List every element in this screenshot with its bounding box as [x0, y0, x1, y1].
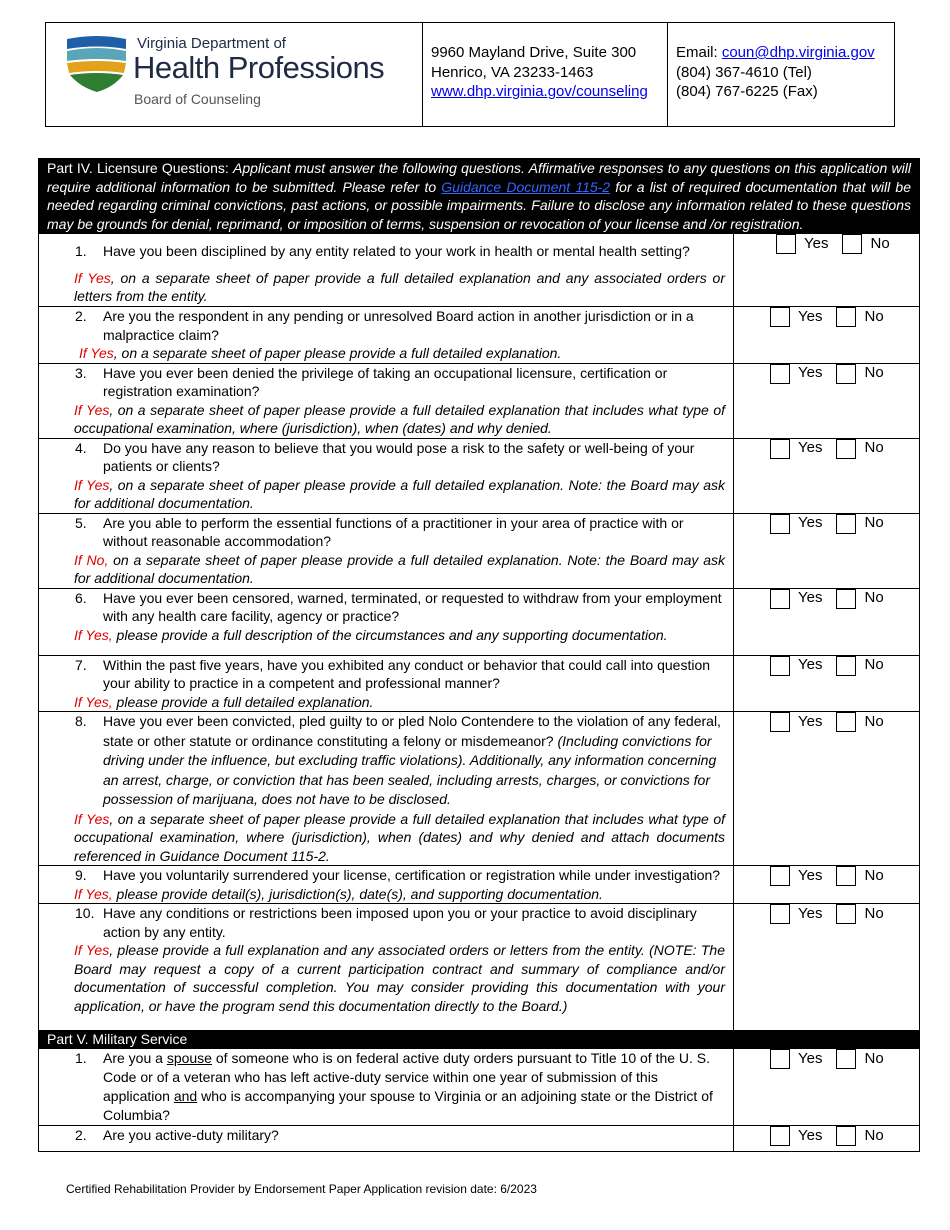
no-label: No [864, 656, 884, 674]
military-question-row-1 [39, 1049, 920, 1126]
logo-line-2: Health Professions [133, 50, 385, 85]
address-block [423, 23, 668, 126]
dhp-logo [46, 23, 423, 126]
question-number: 9. [75, 867, 87, 883]
no-checkbox[interactable] [836, 589, 856, 609]
question-row-2 [39, 307, 920, 364]
question-text-italic: (Including convictions for driving under the influence, but excluding traffic violations). Additionally, any information concerning an arrest, charge, or conviction that has been sealed, including arrests, charges, or convictions for possession of marijuana, does not have to be disclosed. [103, 732, 717, 807]
no-label: No [864, 589, 884, 607]
yes-label: Yes [798, 1126, 823, 1144]
condition-label: If Yes, [74, 626, 113, 643]
question-row-9 [39, 866, 920, 904]
instruction-text: , on a separate sheet of paper please provide a full detailed explanation. [113, 345, 562, 361]
yes-label: Yes [804, 234, 829, 252]
logo-line-3: Board of Counseling [134, 91, 261, 107]
question-text: Are you able to perform the essential functions of a practitioner in your area of practice with or without reasonable accommodation? [103, 514, 684, 549]
address-city: Henrico, VA 23233-1463 [431, 63, 594, 81]
condition-label: If Yes [79, 345, 114, 361]
no-checkbox[interactable] [842, 234, 862, 254]
logo-line-1: Virginia Department of [137, 35, 286, 52]
yes-label: Yes [798, 589, 823, 607]
no-checkbox[interactable] [836, 904, 856, 924]
yes-checkbox[interactable] [770, 307, 790, 327]
question-text: Have you voluntarily surrendered your license, certification or registration while under investigation? [103, 867, 721, 883]
question-number: 10. [75, 905, 95, 921]
question-row-4 [39, 438, 920, 513]
question-number: 1. [75, 1050, 87, 1066]
condition-label: If No, [74, 551, 109, 568]
no-checkbox[interactable] [836, 307, 856, 327]
no-label: No [864, 439, 884, 457]
condition-label: If Yes [74, 476, 110, 493]
yes-label: Yes [798, 514, 823, 532]
phone-tel: (804) 367-4610 (Tel) [676, 63, 812, 81]
yes-checkbox[interactable] [770, 364, 790, 384]
virginia-shield-logo-icon [64, 35, 130, 93]
question-number: 3. [75, 364, 87, 381]
question-number: 2. [75, 308, 87, 324]
question-text: Have you ever been denied the privilege of taking an occupational licensure, certification or registration examination? [103, 364, 668, 399]
no-label: No [864, 307, 884, 325]
question-row-8 [39, 712, 920, 866]
question-number: 5. [75, 514, 87, 531]
part5-header: Part V. Military Service [39, 1031, 920, 1049]
yes-checkbox[interactable] [776, 234, 796, 254]
question-text-b: of someone who is on federal active duty orders pursuant to Title 10 of the U. S. Code or of a veteran who has left active-duty service within one year of submission of this application [103, 1050, 711, 1104]
no-label: No [864, 904, 884, 922]
question-text: Are you active-duty military? [103, 1127, 279, 1143]
yes-label: Yes [798, 712, 823, 730]
instruction-text: please provide a full description of the circumstances and any supporting documentation. [112, 626, 668, 643]
instruction-text: on a separate sheet of paper please provide a full detailed explanation. Note: the Board may ask for additional documentation. [74, 551, 725, 586]
question-text: Are you the respondent in any pending or unresolved Board action in another jurisdiction or in a malpractice claim? [103, 308, 694, 343]
yes-label: Yes [798, 866, 823, 884]
question-text-spouse: spouse [166, 1050, 212, 1066]
condition-label: If Yes [74, 269, 111, 286]
instruction-text: please provide a full detailed explanation. [112, 693, 374, 710]
yes-checkbox[interactable] [770, 904, 790, 924]
instruction-text: , on a separate sheet of paper please provide a full detailed explanation that includes what type of occupational examination, where (jurisdiction), when (dates) and why denied and attach documents referenced in Guidance Document 115-2. [74, 810, 725, 864]
question-text: Have any conditions or restrictions been imposed upon you or your practice to avoid disciplinary action by any entity. [103, 905, 697, 940]
question-text-c: who is accompanying your spouse to Virginia or an adjoining state or the District of Columbia? [103, 1088, 713, 1123]
instruction-text: , on a separate sheet of paper please provide a full detailed explanation. Note: the Board may ask for additional documentation. [74, 476, 725, 511]
part4-intro-b: for a list of required documentation that will be needed regarding criminal convictions, past actions, or possible impairments. Failure to disclose any information related to these questions may be grounds for denial, reprimand, or imposition of terms, suspension or revocation of your license and /or registration. [47, 178, 911, 232]
yes-checkbox[interactable] [770, 712, 790, 732]
guidance-document-link[interactable]: Guidance Document 115-2 [441, 178, 611, 195]
question-text: Have you ever been convicted, pled guilty to or pled Nolo Contendere to the violation of any federal, state or other statute or ordinance constituting a felony or misdemeanor? [103, 713, 721, 749]
no-label: No [864, 364, 884, 382]
no-label: No [864, 514, 884, 532]
question-number: 8. [75, 713, 87, 729]
yes-label: Yes [798, 656, 823, 674]
no-label: No [864, 1126, 884, 1144]
yes-checkbox[interactable] [770, 589, 790, 609]
letterhead [45, 22, 895, 127]
condition-label: If Yes, [74, 885, 113, 902]
question-text: Have you been disciplined by any entity related to your work in health or mental health setting? [103, 243, 690, 259]
instruction-text: , please provide a full explanation and any associated orders or letters from the entity. (NOTE: The Board may request a copy of a current participation contract and summary of compliance and/or documentation of successful completion. You may consider providing this documentation with your application, or have the program send this documentation directly to the Board.) [74, 942, 725, 1014]
no-checkbox[interactable] [836, 514, 856, 534]
question-text: Within the past five years, have you exhibited any conduct or behavior that could call into question your ability to practice in a competent and professional manner? [103, 656, 711, 691]
yes-label: Yes [798, 1049, 823, 1067]
question-row-6 [39, 588, 920, 655]
question-row-3 [39, 363, 920, 438]
yes-checkbox[interactable] [770, 439, 790, 459]
condition-label: If Yes [74, 942, 110, 958]
no-checkbox[interactable] [836, 439, 856, 459]
part4-header [39, 159, 920, 234]
yes-label: Yes [798, 307, 823, 325]
no-label: No [870, 234, 890, 252]
website-link[interactable]: www.dhp.virginia.gov/counseling [431, 83, 648, 100]
military-question-row-2 [39, 1126, 920, 1152]
yes-checkbox[interactable] [770, 1049, 790, 1069]
question-number: 4. [75, 439, 87, 456]
yes-checkbox[interactable] [770, 514, 790, 534]
question-row-7 [39, 655, 920, 712]
no-label: No [864, 866, 884, 884]
phone-fax: (804) 767-6225 (Fax) [676, 83, 818, 100]
part4-intro-a: Applicant must answer the following questions. Affirmative responses to any questions on this application will require additional information to be submitted. Please refer to [47, 160, 911, 195]
question-number: 2. [75, 1127, 87, 1143]
condition-label: If Yes [74, 401, 110, 418]
question-row-10 [39, 904, 920, 1031]
yes-checkbox[interactable] [770, 1126, 790, 1146]
no-checkbox[interactable] [836, 656, 856, 676]
no-label: No [864, 1049, 884, 1067]
yes-checkbox[interactable] [770, 866, 790, 886]
question-number: 6. [75, 589, 87, 606]
yes-label: Yes [798, 904, 823, 922]
email-label: Email: [676, 44, 722, 61]
yes-label: Yes [798, 439, 823, 457]
no-checkbox[interactable] [836, 1126, 856, 1146]
instruction-text: please provide detail(s), jurisdiction(s), date(s), and supporting documentation. [112, 885, 603, 902]
no-label: No [864, 712, 884, 730]
question-text-a: Are you a [103, 1050, 167, 1066]
question-text: Do you have any reason to believe that you would pose a risk to the safety or well-being of your patients or clients? [103, 439, 695, 474]
condition-label: If Yes, [74, 693, 113, 710]
no-checkbox[interactable] [836, 364, 856, 384]
yes-checkbox[interactable] [770, 656, 790, 676]
instruction-text: , on a separate sheet of paper provide a full detailed explanation and any associated orders or letters from the entity. [74, 269, 725, 304]
yes-label: Yes [798, 364, 823, 382]
no-checkbox[interactable] [836, 1049, 856, 1069]
email-link[interactable]: coun@dhp.virginia.gov [721, 44, 875, 61]
question-text-and: and [173, 1088, 198, 1104]
condition-label: If Yes [74, 810, 110, 827]
licensure-questions-table [38, 158, 920, 1152]
address-street: 9960 Mayland Drive, Suite 300 [431, 44, 637, 61]
contact-block [668, 23, 894, 126]
question-row-5 [39, 513, 920, 588]
part4-title: Part IV. Licensure Questions: [47, 160, 234, 176]
question-text: Have you ever been censored, warned, terminated, or requested to withdraw from your employment with any health care facility, agency or practice? [103, 589, 722, 624]
no-checkbox[interactable] [836, 866, 856, 886]
question-number: 1. [75, 243, 87, 259]
instruction-text: , on a separate sheet of paper please provide a full detailed explanation that includes what type of occupational examination, where (jurisdiction), when (dates) and why denied. [74, 401, 725, 436]
revision-footer: Certified Rehabilitation Provider by Endorsement Paper Application revision date: 6/2023 [66, 1182, 537, 1196]
question-row-1 [39, 234, 920, 307]
no-checkbox[interactable] [836, 712, 856, 732]
question-number: 7. [75, 656, 87, 673]
